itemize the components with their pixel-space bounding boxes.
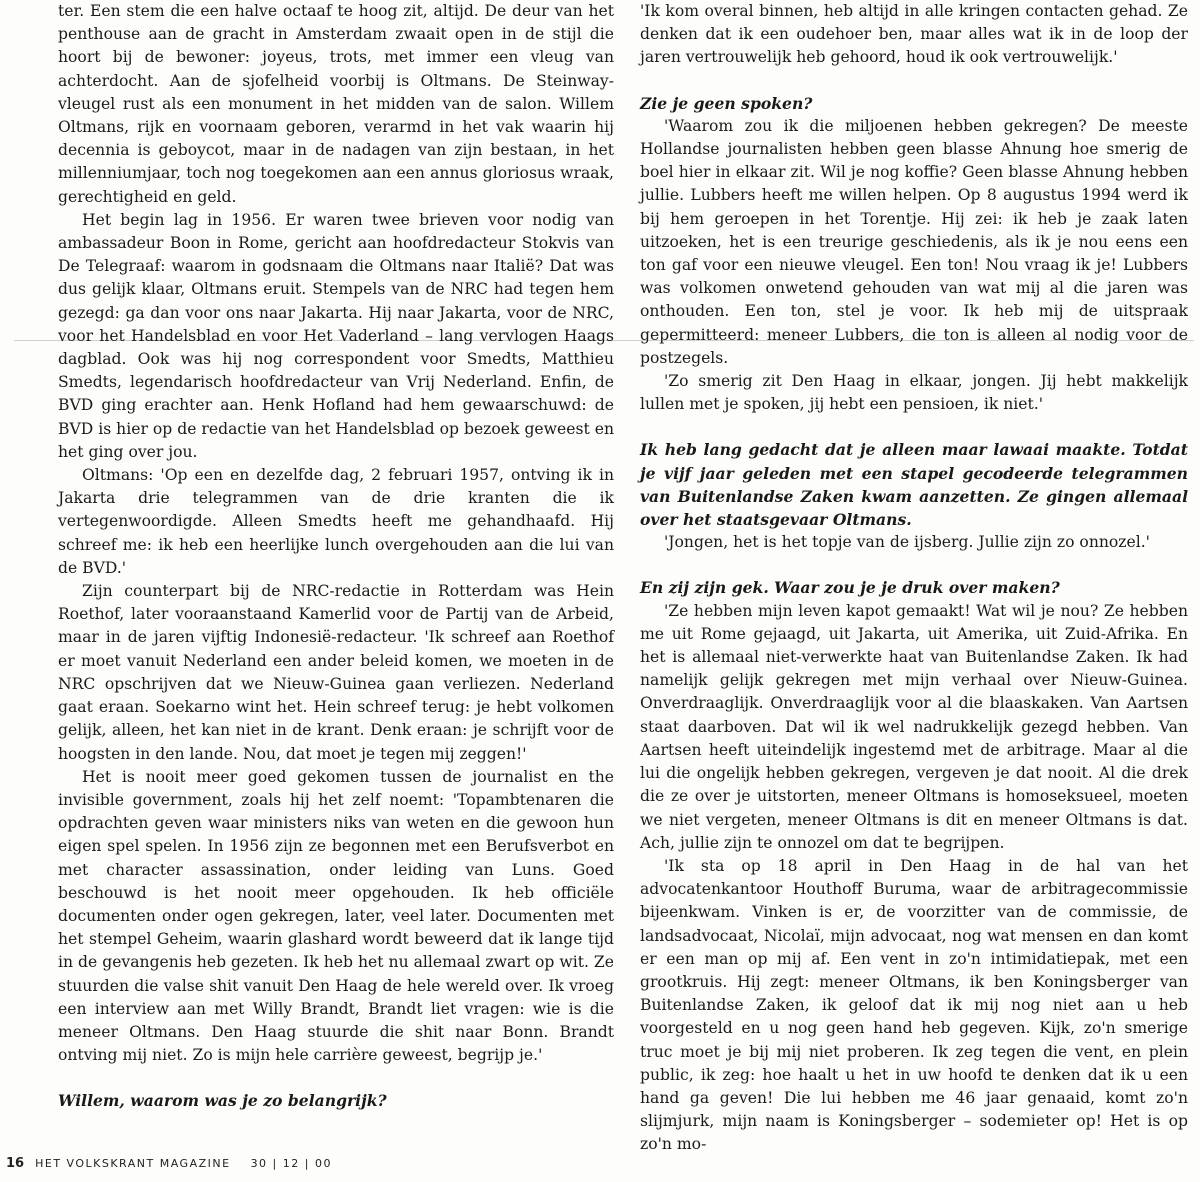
body-paragraph: 'Zo smerig zit Den Haag in elkaar, jongen. Jij hebt makkelijk lullen met je spoken, jij hebt een pensioen, ik niet.' — [640, 372, 1188, 414]
page-number: 16 — [6, 1156, 25, 1171]
body-paragraph: 'Jongen, het is het topje van de ijsberg. Jullie zijn zo onnozel.' — [664, 533, 1150, 552]
body-paragraph: 'Ik kom overal binnen, heb altijd in alle kringen contacten gehad. Ze denken dat ik een oudehoer ben, maar alles wat ik in de loop der jaren vertrouwelijk heb gehoord, houd ik ook vertrouwelijk.' — [640, 2, 1188, 67]
body-paragraph: Zijn counterpart bij de NRC-redactie in Rotterdam was Hein Roethof, later vooraanstaand Kamerlid voor de Partij van de Arbeid, maar in de jaren vijftig Indonesië-redacteur. 'Ik schreef aan Roethof er moet vanuit Nederland een ander beleid komen, we moeten in de NRC opschrijven dat we Nieuw-Guinea gaan verliezen. Nederland gaat eraan. Soekarno wint het. Hein schreef terug: je hebt volkomen gelijk, alleen, het kan niet in de krant. Denk eraan: je schrijft voor de hoogsten in den lande. Nou, dat moet je tegen mij zeggen!' — [58, 582, 614, 763]
interview-question: En zij zijn gek. Waar zou je je druk over maken? — [640, 578, 1060, 598]
body-paragraph: Oltmans: 'Op een en dezelfde dag, 2 februari 1957, ontving ik in Jakarta drie telegrammen van de drie kranten die ik vertegenwoordigde. Alleen Smedts heeft me gehandhaafd. Hij schreef me: ik heb een heerlijke lunch overgehouden aan die lui van de BVD.' — [58, 466, 614, 577]
paragraph-spacer — [640, 416, 1188, 438]
body-paragraph: 'Waarom zou ik die miljoenen hebben gekregen? De meeste Hollandse journalisten hebben geen blasse Ahnung hoe smerig de boel hier in elkaar zit. Wil je nog koffie? Geen blasse Ahnung hebben jullie. Lubbers heeft me willen helpen. Op 8 augustus 1994 werd ik bij hem geroepen in het Torentje. Hij zei: ik heb je zaak laten uitzoeken, het is een treurige geschiedenis, als ik je nou eens een ton gaf voor een nieuwe vleugel. Een ton! Nou vraag ik je! Lubbers was volkomen onwetend gehouden van wat mij al die jaren was onthouden. Een ton, stel je voor. Ik heb mij de uitspraak gepermitteerd: meneer Lubbers, die ton is alleen al nodig voor de postzegels. — [640, 116, 1188, 367]
paragraph-spacer — [58, 1067, 614, 1089]
left-text-column — [58, 0, 614, 1113]
page-footer — [6, 1156, 332, 1171]
interview-question: Willem, waarom was je zo belangrijk? — [58, 1091, 387, 1111]
paragraph-spacer — [640, 554, 1188, 576]
body-paragraph: Het is nooit meer goed gekomen tussen de journalist en the invisible government, zoals hij het zelf noemt: 'Topambtenaren die opdrachten geven waar ministers niks van weten en die gewoon hun eigen spel spelen. In 1956 zijn ze begonnen met een Berufsverbot en met character assassination, onder leiding van Luns. Goed beschouwd is het nooit meer opgehouden. Ik heb officiële documenten onder ogen gekregen, later, veel later. Documenten met het stempel Geheim, waarin glashard wordt beweerd dat ik lange tijd in de gevangenis heb gezeten. Ik heb het nu allemaal zwart op wit. Ze stuurden die valse shit vanuit Den Haag de hele wereld over. Ik vroeg een interview aan met Willy Brandt, Brandt liet vragen: wie is die meneer Oltmans. Den Haag stuurde die shit naar Bonn. Brandt ontving mij niet. Zo is mijn hele carrière geweest, begrijp je.' — [58, 767, 614, 1065]
body-paragraph: 'Ze hebben mijn leven kapot gemaakt! Wat wil je nou? Ze hebben me uit Rome gejaagd, uit Jakarta, uit Amerika, uit Zuid-Afrika. En het is allemaal niet-verwerkte haat van Buitenlandse Zaken. Ik had namelijk gelijk gekregen met mijn verhaal over Nieuw-Guinea. Onverdraaglijk. Onverdraaglijk voor al die blaaskaken. Van Aartsen staat daarboven. Dat wil ik wel nadrukkelijk gezegd hebben. Van Aartsen heeft uiteindelijk ingestemd met de arbitrage. Maar al die lui die ongelijk hebben gekregen, vergeven je dat nooit. Al die drek die ze over je uitstorten, meneer Oltmans is homoseksueel, moeten we niet vergeten, meneer Oltmans is dit en meneer Oltmans is dat. Ach, jullie zijn te onnozel om dat te begrijpen. — [640, 601, 1188, 852]
body-paragraph: ter. Een stem die een halve octaaf te hoog zit, altijd. De deur van het penthouse aan de gracht in Amsterdam zwaait open in de stijl die hoort bij de bewoner: joyeus, trots, met immer een vleug van achterdocht. Aan de sjofelheid voorbij is Oltmans. De Steinway-vleugel rust als een monument in het midden van de salon. Willem Oltmans, rijk en voornaam geboren, verarmd in het vak waarin hij decennia is geboycot, maar in de nadagen van zijn bestaan, in het millenniumjaar, toch nog toegekomen aan een annus gloriosus wraak, gerechtigheid en geld. — [58, 2, 614, 206]
interview-question: Zie je geen spoken? — [640, 93, 813, 113]
publication-name: HET VOLKSKRANT MAGAZINE — [35, 1157, 231, 1170]
body-paragraph: Het begin lag in 1956. Er waren twee brieven voor nodig van ambassadeur Boon in Rome, gericht aan hoofdredacteur Stokvis van De Telegraaf: waarom in godsnaam die Oltmans naar Italië? Dat was dus gelijk klaar, Oltmans eruit. Stempels van de NRC had tegen hem gezegd: ga dan voor ons naar Jakarta. Hij naar Jakarta, voor de NRC, voor het Handelsblad en voor Het Vaderland – lang vervlogen Haags dagblad. Ook was hij nog correspondent voor Smedts, Matthieu Smedts, legendarisch hoofdredacteur van Vrij Nederland. Enfin, de BVD ging erachter aan. Henk Hofland had hem gewaarschuwd: de BVD is hier op de redactie van het Handelsblad op bezoek geweest en het ging over jou. — [58, 210, 614, 461]
body-paragraph: 'Ik sta op 18 april in Den Haag in de hal van het advocatenkantoor Houthoff Buruma, waar de arbitragecommissie bijeenkwam. Vinken is er, de voorzitter van de commissie, de landsadvocaat, Nicolaï, mijn advocaat, nog wat mensen en dan komt er een man op mij af. Een vent in zo'n intimidatiepak, met een grootkruis. Hij zegt: meneer Oltmans, ik ben Koningsberger van Buitenlandse Zaken, ik geloof dat ik mij nog niet aan u heb voorgesteld en u nog geen hand heb gegeven. Kijk, zo'n smerige truc moet je bij mij niet proberen. Ik zeg tegen die vent, en plein public, ik zeg: hoe haalt u het in uw hoofd te denken dat ik u een hand ga geven! Die lui hebben me 46 jaar genaaid, komt zo'n slijmjurk, mijn naam is Koningsberger – sodemieter op! Het is op zo'n mo- — [640, 856, 1188, 1154]
right-text-column — [640, 0, 1188, 1157]
issue-date: 30 | 12 | 00 — [250, 1157, 332, 1170]
paragraph-spacer — [640, 70, 1188, 92]
interview-question: Ik heb lang gedacht dat je alleen maar lawaai maakte. Totdat je vijf jaar geleden met een stapel gecodeerde telegrammen van Buitenlandse Zaken kwam aanzetten. Ze gingen allemaal over het staatsgevaar Oltmans. — [640, 440, 1188, 530]
